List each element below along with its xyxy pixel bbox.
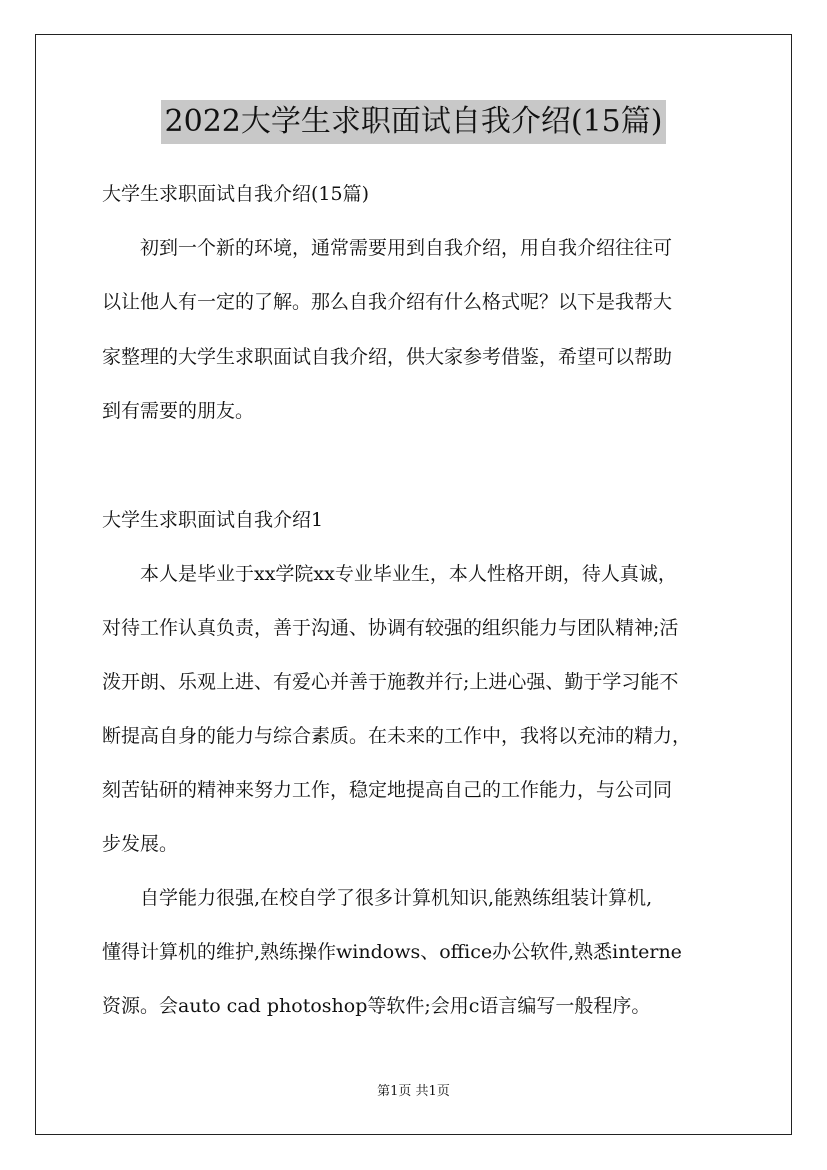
paragraph-line: 对待工作认真负责，善于沟通、协调有较强的组织能力与团队精神;活 xyxy=(102,617,679,639)
paragraph-line: 懂得计算机的维护,熟练操作windows、office办公软件,熟悉interne xyxy=(102,941,682,963)
intro-line: 初到一个新的环境，通常需要用到自我介绍，用自我介绍往往可 xyxy=(102,237,673,259)
title-container xyxy=(0,100,827,144)
paragraph-line: 步发展。 xyxy=(102,833,179,855)
paragraph-line: 断提高自身的能力与综合素质。在未来的工作中，我将以充沛的精力， xyxy=(102,725,692,747)
intro-line: 以让他人有一定的了解。那么自我介绍有什么格式呢？以下是我帮大 xyxy=(102,291,673,313)
paragraph-line: 泼开朗、乐观上进、有爱心并善于施教并行;上进心强、勤于学习能不 xyxy=(102,671,679,693)
page-footer: 第1页 共1页 xyxy=(377,1084,450,1099)
paragraph-line: 自学能力很强,在校自学了很多计算机知识,能熟练组装计算机, xyxy=(102,887,653,909)
intro-line: 家整理的大学生求职面试自我介绍，供大家参考借鉴，希望可以帮助 xyxy=(102,346,673,368)
intro-line: 到有需要的朋友。 xyxy=(102,400,255,422)
document-title: 2022大学生求职面试自我介绍(15篇) xyxy=(161,100,667,144)
document-subtitle: 大学生求职面试自我介绍(15篇) xyxy=(102,183,370,205)
paragraph-line: 资源。会auto cad photoshop等软件;会用c语言编写一般程序。 xyxy=(102,995,651,1017)
paragraph-line: 刻苦钻研的精神来努力工作，稳定地提高自己的工作能力，与公司同 xyxy=(102,779,673,801)
section-heading: 大学生求职面试自我介绍1 xyxy=(102,509,324,531)
paragraph-line: 本人是毕业于xx学院xx专业毕业生，本人性格开朗，待人真诚， xyxy=(102,563,677,585)
